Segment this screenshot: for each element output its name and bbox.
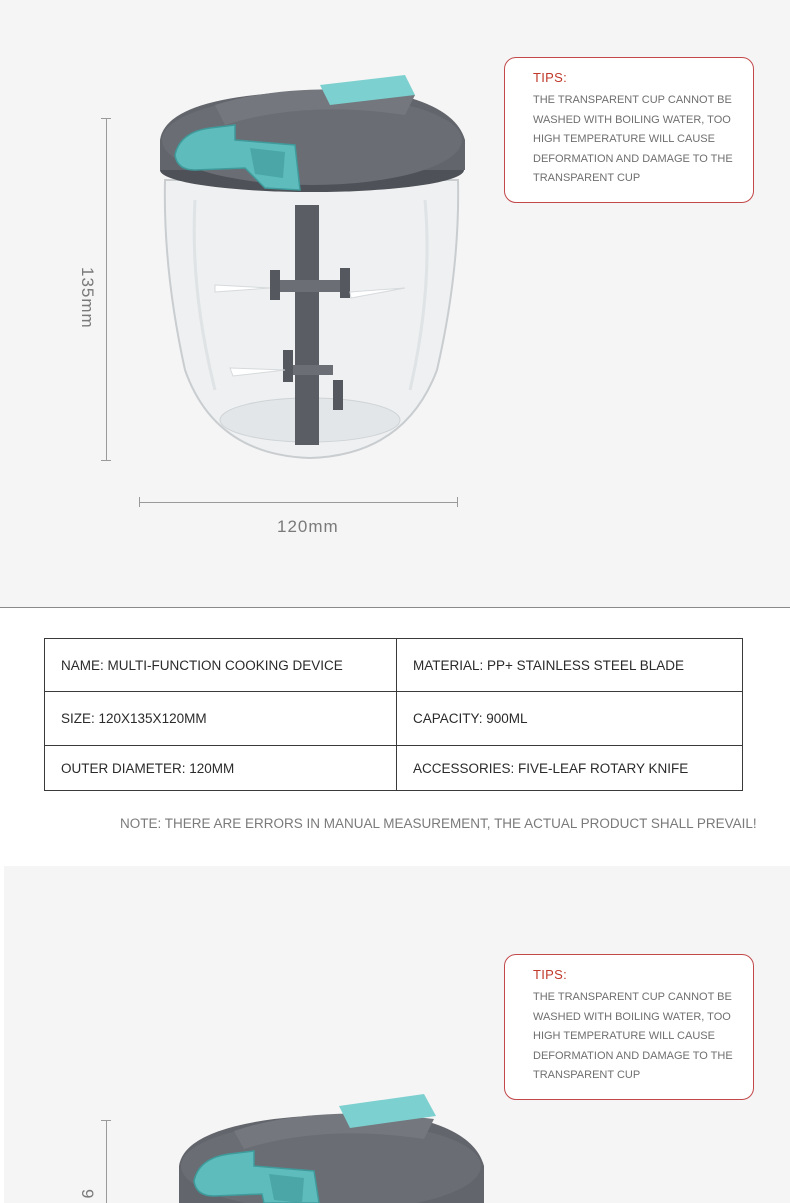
table-row (45, 639, 743, 692)
width-dimension-cap-left (139, 497, 140, 507)
specs-table (44, 638, 743, 791)
height-dimension-cap-bottom (101, 460, 111, 461)
tips-body: THE TRANSPARENT CUP CANNOT BE WASHED WITH BOILING WATER, TOO HIGH TEMPERATURE WILL CAUSE DEFORMATION AND DAMAGE TO THE TRANSPARENT CUP (533, 94, 733, 185)
spec-capacity: CAPACITY: 900ML (397, 692, 743, 746)
spec-material: MATERIAL: PP+ STAINLESS STEEL BLADE (397, 639, 743, 692)
spec-size: SIZE: 120X135X120MM (45, 692, 397, 746)
tips-box-2 (504, 954, 754, 1100)
section-divider (0, 607, 790, 608)
tips-body-2: THE TRANSPARENT CUP CANNOT BE WASHED WITH BOILING WATER, TOO HIGH TEMPERATURE WILL CAUSE DEFORMATION AND DAMAGE TO THE TRANSPARENT CUP (533, 991, 733, 1082)
width-label: 120mm (277, 517, 339, 536)
width-dimension-line (139, 502, 458, 503)
tips-box (504, 57, 754, 203)
food-chopper-image-2 (174, 1086, 494, 1203)
table-row (45, 746, 743, 791)
height-label: 135mm (78, 267, 97, 329)
table-row (45, 692, 743, 746)
height-dimension-line (106, 118, 107, 460)
spec-outer-diameter: OUTER DIAMETER: 120MM (45, 746, 397, 791)
width-dimension-cap-right (457, 497, 458, 507)
tips-title: TIPS: (533, 70, 568, 85)
height-dimension-line-2 (106, 1120, 107, 1203)
height-label-2: 9 (78, 1189, 97, 1200)
spec-accessories: ACCESSORIES: FIVE-LEAF ROTARY KNIFE (397, 746, 743, 791)
measurement-note: NOTE: THERE ARE ERRORS IN MANUAL MEASUREMENT, THE ACTUAL PRODUCT SHALL PREVAIL! (120, 816, 757, 831)
product-dimension-section-2 (4, 866, 790, 1203)
tips-title-2: TIPS: (533, 967, 568, 982)
spec-name: NAME: MULTI-FUNCTION COOKING DEVICE (45, 639, 397, 692)
height-dimension-cap-top (101, 118, 111, 119)
food-chopper-image (155, 70, 475, 465)
height-dimension-cap-top-2 (101, 1120, 111, 1121)
